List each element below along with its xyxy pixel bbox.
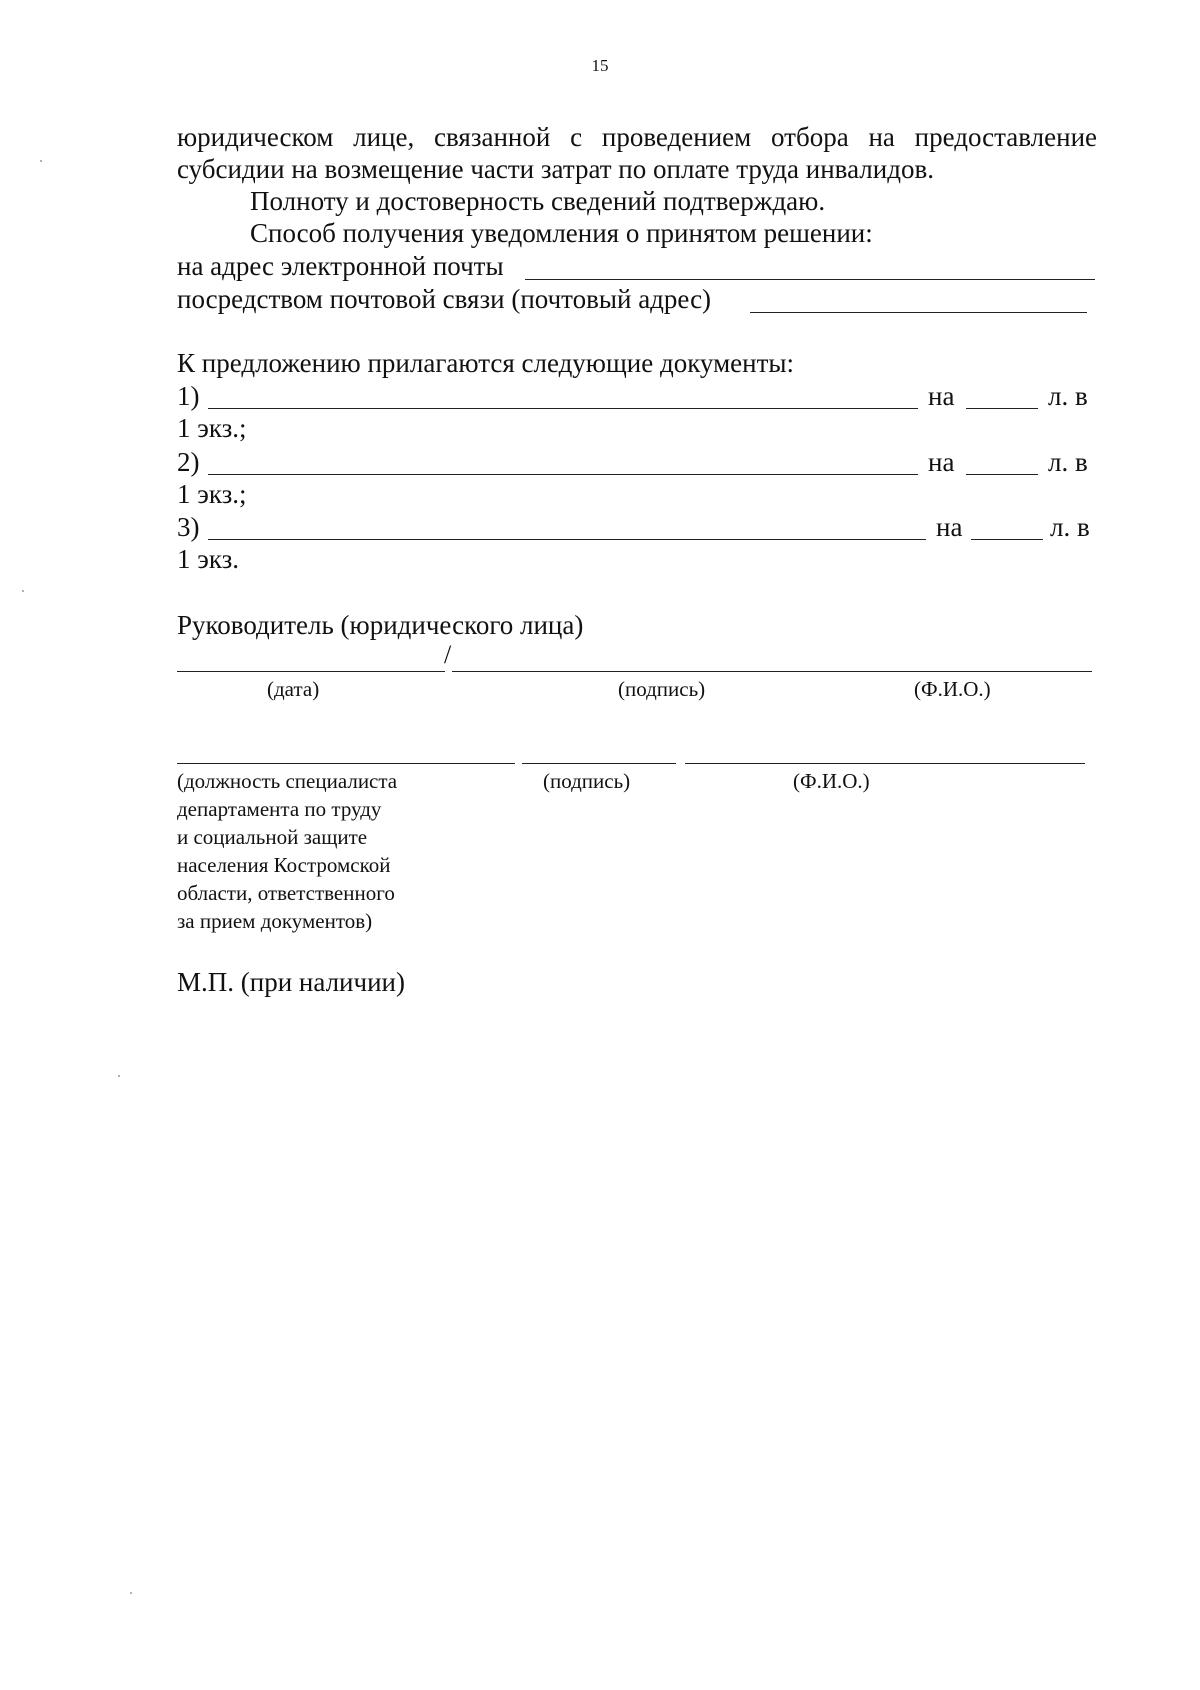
attachment-number-2: 2) (177, 447, 200, 477)
email-input-line[interactable] (525, 279, 1095, 280)
specialist-caption-line: (должность специалиста (177, 769, 398, 793)
attachment-sheets-line-3[interactable] (971, 539, 1043, 540)
confirmation-text: Полноту и достоверность сведений подтверждаю. (250, 186, 826, 216)
attachment-number-1: 1) (177, 381, 200, 411)
attachment-sheets-label-1: л. в (1048, 381, 1088, 411)
seal-note: М.П. (при наличии) (177, 967, 405, 997)
head-signature-title: Руководитель (юридического лица) (177, 610, 584, 640)
attachment-on-3: на (936, 512, 963, 542)
attachment-name-line-3[interactable] (208, 539, 926, 540)
post-address-input-line[interactable] (750, 312, 1087, 313)
paragraph-line-2: субсидии на возмещение части затрат по оплате труда инвалидов. (177, 154, 934, 184)
specialist-signature-caption: (подпись) (543, 769, 631, 793)
head-name-caption: (Ф.И.О.) (914, 677, 991, 701)
specialist-caption-line: области, ответственного (177, 881, 395, 905)
specialist-caption-line: департамента по труду (177, 797, 382, 821)
scan-speck (22, 590, 24, 592)
head-signature-caption: (подпись) (618, 677, 706, 701)
specialist-name-caption: (Ф.И.О.) (793, 769, 870, 793)
attachment-sheets-label-3: л. в (1050, 512, 1090, 542)
email-label: на адрес электронной почты (177, 251, 504, 281)
specialist-signature-line[interactable] (522, 763, 676, 764)
attachment-number-3: 3) (177, 512, 200, 542)
specialist-caption-line: населения Костромской (177, 853, 391, 877)
attachment-sheets-line-2[interactable] (966, 474, 1038, 475)
page-number: 15 (591, 56, 609, 75)
specialist-caption-line: за прием документов) (177, 909, 373, 933)
head-signature-separator: / (444, 640, 452, 669)
head-signature-name-line[interactable] (452, 671, 1092, 672)
specialist-name-line[interactable] (685, 763, 1085, 764)
attachment-on-1: на (928, 381, 955, 411)
attachment-name-line-1[interactable] (208, 408, 918, 409)
attachment-copies-3: 1 экз. (177, 544, 240, 574)
notification-heading: Способ получения уведомления о принятом решении: (250, 218, 873, 248)
attachment-sheets-label-2: л. в (1048, 447, 1088, 477)
scan-speck (118, 1075, 120, 1077)
attachment-copies-2: 1 экз.; (177, 479, 247, 509)
attachment-copies-1: 1 экз.; (177, 413, 247, 443)
attachments-heading: К предложению прилагаются следующие документы: (177, 348, 795, 378)
attachment-name-line-2[interactable] (208, 474, 918, 475)
specialist-position-line[interactable] (177, 763, 515, 764)
specialist-caption-line: и социальной защите (177, 825, 368, 849)
scan-speck (40, 160, 42, 162)
specialist-position-caption (177, 767, 467, 935)
head-date-line[interactable] (177, 671, 445, 672)
post-address-label: посредством почтовой связи (почтовый адрес) (177, 284, 712, 314)
attachment-on-2: на (928, 447, 955, 477)
paragraph-line-1: юридическом лице, связанной с проведением отбора на предоставление (177, 122, 1097, 152)
head-date-caption: (дата) (267, 677, 320, 701)
scan-speck (130, 1592, 132, 1594)
attachment-sheets-line-1[interactable] (966, 408, 1038, 409)
